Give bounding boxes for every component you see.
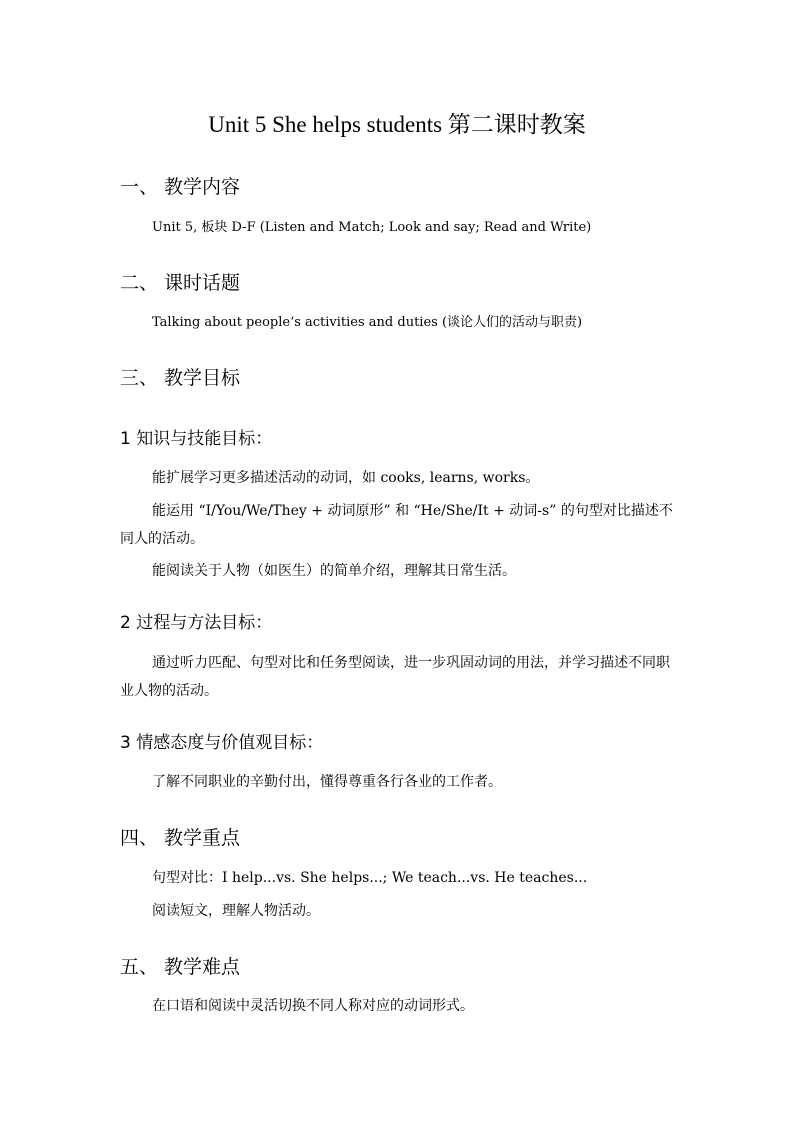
process-objective-heading: 2 过程与方法目标：	[120, 613, 273, 633]
key-point-1: 句型对比：I help...vs. She helps...; We teach...vs. He teaches...	[152, 870, 588, 886]
process-item-1: 通过听力匹配、句型对比和任务型阅读，进一步巩固动词的用法，并学习描述不同职业人物的活动。	[120, 655, 670, 699]
content-text: Unit 5, 板块 D-F (Listen and Match; Look and say; Read and Write)	[152, 220, 592, 235]
section-heading-content: 一、 教学内容	[120, 176, 241, 198]
section-heading-topic: 二、 课时话题	[120, 272, 241, 294]
knowledge-item-2: 能运用 “I/You/We/They + 动词原形” 和 “He/She/It + 动词-s” 的句型对比描述不同人的活动。	[120, 503, 673, 547]
key-point-2: 阅读短文，理解人物活动。	[152, 903, 320, 919]
emotion-item-1: 了解不同职业的辛勤付出，懂得尊重各行各业的工作者。	[152, 774, 502, 790]
topic-text: Talking about people‘s activities and duties (谈论人们的活动与职责)	[152, 315, 583, 330]
knowledge-item-1: 能扩展学习更多描述活动的动词，如 cooks, learns, works。	[152, 470, 540, 486]
section-heading-objectives: 三、 教学目标	[120, 367, 241, 389]
section-heading-difficulties: 五、 教学难点	[120, 956, 241, 978]
emotion-objective-heading: 3 情感态度与价值观目标：	[120, 733, 324, 753]
document-title: Unit 5 She helps students 第二课时教案	[208, 112, 586, 137]
difficulty-1: 在口语和阅读中灵活切换不同人称对应的动词形式。	[152, 998, 474, 1014]
knowledge-item-3: 能阅读关于人物（如医生）的简单介绍，理解其日常生活。	[152, 563, 516, 579]
section-heading-key-points: 四、 教学重点	[120, 827, 241, 849]
knowledge-objective-heading: 1 知识与技能目标：	[120, 429, 273, 449]
